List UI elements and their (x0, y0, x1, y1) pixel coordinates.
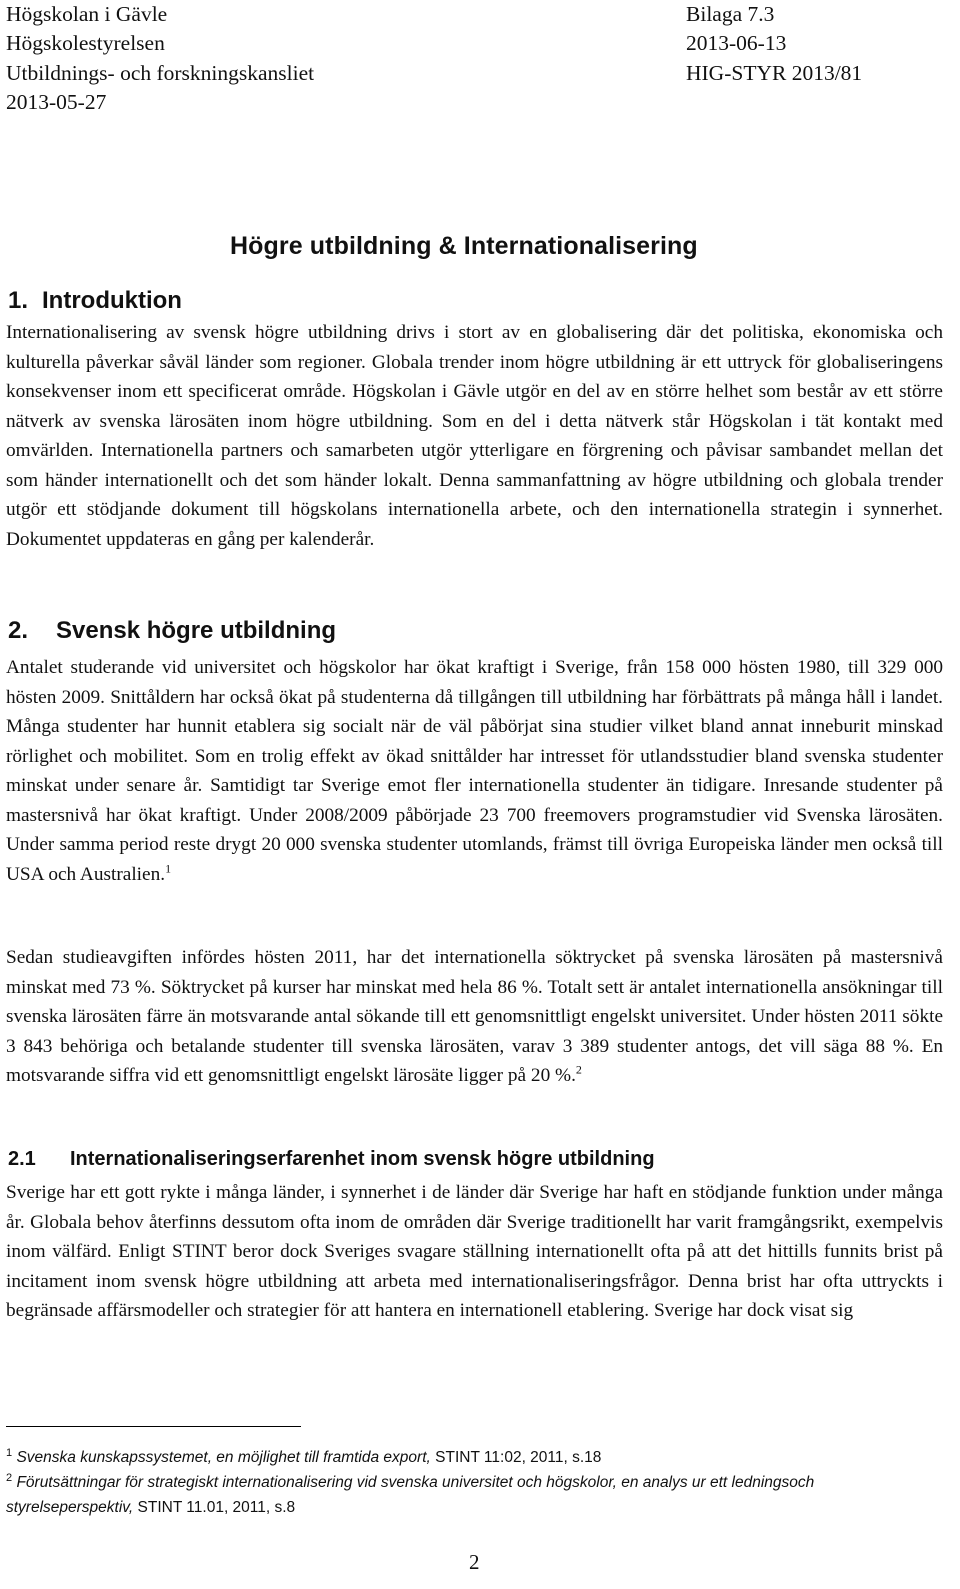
section-title: Svensk högre utbildning (56, 617, 337, 644)
footnote-source: STINT 11.01, 2011, s.8 (133, 1499, 296, 1516)
footnote-source: STINT 11:02, 2011, s.18 (430, 1449, 602, 1466)
footnote-reference: 2 (575, 1062, 582, 1077)
section-2-paragraph-2 (6, 943, 943, 1091)
section-2-1-heading (8, 1148, 655, 1171)
footnote-mark: 2 (6, 1471, 13, 1484)
footnote-title: Svenska kunskapssystemet, en möjlighet till framtida export, (16, 1449, 431, 1466)
header-right (686, 0, 862, 88)
section-2-paragraph-1 (6, 653, 943, 889)
footnote-separator (6, 1426, 301, 1427)
footnote-title: Förutsättningar för strategiskt internationalisering vid svenska universitet och högskolor, en analys ur ett ledningsoch styrelseperspektiv, (6, 1474, 815, 1516)
paragraph-text: Antalet studerande vid universitet och högskolor har ökat kraftigt i Sverige, från 158 000 hösten 1980, till 329 000 hösten 2009. Snittåldern har också ökat på studenterna då tillgången till utbildning har förbättrats på många håll i landet. Många studenter har hunnit etablera sig socialt när de väl påbörjat sina studier vilket bland annat inneburit minskad rörlighet och mobilitet. Som en trolig effekt av ökad snittålder har intresset för utlandsstudier bland svenska studenter minskat under senare år. Samtidigt tar Sverige emot fler internationella studenter än tidigare. Inresande studenter på mastersnivå har ökat kraftigt. Under 2008/2009 påbörjade 23 700 freemovers programstudier vid Svenska lärosäten. Under samma period reste drygt 20 000 svenska studenter utomlands, främst till övriga Europeiska länder men också till USA och Australien. (6, 657, 943, 885)
section-title: Introduktion (42, 287, 182, 314)
institution-name: Högskolan i Gävle (6, 2, 168, 26)
footnote-2 (6, 1470, 936, 1520)
reference-number: HIG-STYR 2013/81 (686, 60, 863, 85)
board-name: Högskolestyrelsen (6, 31, 165, 56)
section-1-body: Internationalisering av svensk högre utbildning drivs i stort av en globalisering där det politiska, ekonomiska och kulturella påverkar såväl länder som regioner. Globala trender inom högre utbildning är ett uttryck för globaliseringens konsekvenser inom ett specificerat område. Högskolan i Gävle utgör en del av en större helhet som består av ett större nätverk av svenska lärosäten inom högre utbildning. Som en del i detta nätverk står Högskolan i tät kontakt med omvärlden. Internationella partners och samarbeten utgör ytterligare en förgrening och påvisar sambandet mellan det som händer internationellt och det som händer lokalt. Denna sammanfattning av högre utbildning och globala trender utgör ett stödjande dokument till högskolans internationella arbete, och den internationella strategin i synnerhet. Dokumentet uppdateras en gång per kalenderår. (6, 322, 943, 550)
appendix-label: Bilaga 7.3 (686, 2, 775, 26)
footnote-1 (6, 1445, 936, 1470)
section-number: 1. (8, 287, 29, 314)
paragraph-text: Sedan studieavgiften infördes hösten 2011, har det internationella söktrycket på svenska lärosäten på mastersnivå minskat med 73 %. Söktrycket på kurser har minskat med hela 86 %. Totalt sett är antalet internationella ansökningar till svenska lärosäten färre än motsvarande antal sökande till ett genomsnittligt engelskt universitet. Under hösten 2011 sökte 3 843 behöriga och betalande studenter till svenska lärosäten, varav 3 389 studenter antogs, det vill säga 88 %. En motsvarande siffra vid ett genomsnittligt engelskt lärosäte ligger på 20 %. (6, 947, 943, 1086)
meeting-date: 2013-06-13 (686, 31, 787, 56)
header-left (6, 0, 314, 117)
section-title: Internationaliseringserfarenhet inom svensk högre utbildning (70, 1148, 655, 1170)
section-number: 2. (8, 617, 29, 644)
document-date: 2013-05-27 (6, 89, 107, 114)
section-2-1-body: Sverige har ett gott rykte i många länder, i synnerhet i de länder där Sverige har haft en stödjande funktion under många år. Globala behov återfinns dessutom ofta inom de områden där Sverige traditionellt har varit framgångsrikt, exempelvis inom välfärd. Enligt STINT beror dock Sveriges svagare ställning internationellt ofta på att det hittills funnits brist på incitament inom svensk högre utbildning att arbeta med internationaliseringsfrågor. Denna brist har ofta uttryckts i begränsade affärsmodeller och strategier för att hantera en internationell etablering. Sverige har dock visat sig (6, 1182, 943, 1321)
document-title: Högre utbildning & Internationalisering (230, 232, 698, 260)
footnote-mark: 1 (6, 1446, 13, 1459)
page-number: 2 (469, 1550, 480, 1574)
section-1-heading (8, 287, 182, 315)
office-name: Utbildnings- och forskningskansliet (6, 60, 315, 85)
footnote-reference: 1 (165, 861, 172, 876)
section-number: 2.1 (8, 1148, 36, 1170)
section-2-heading (8, 617, 336, 645)
